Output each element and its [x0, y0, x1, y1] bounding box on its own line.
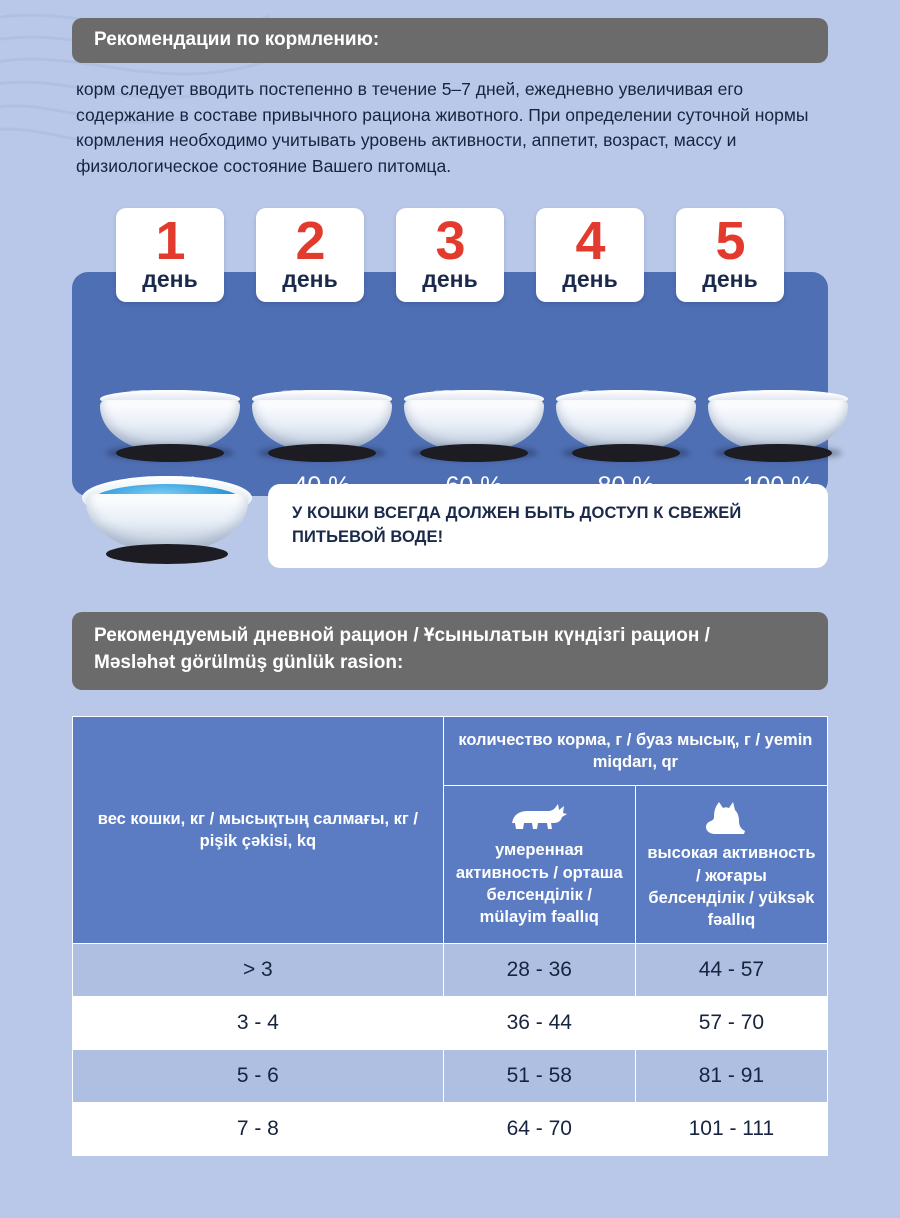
- food-bowl-icon: [550, 376, 702, 462]
- day-label: день: [142, 265, 198, 292]
- day-card: [676, 208, 784, 302]
- water-bowl-icon: [72, 472, 262, 568]
- table-head: [73, 716, 828, 944]
- cell-weight: 3 - 4: [73, 997, 444, 1050]
- feeding-recommendations-heading: Рекомендации по кормлению:: [72, 18, 828, 63]
- water-access-section: [72, 472, 828, 568]
- cell-moderate: 36 - 44: [443, 997, 635, 1050]
- day-card: [116, 208, 224, 302]
- cell-moderate: 51 - 58: [443, 1050, 635, 1103]
- cell-high: 81 - 91: [635, 1050, 827, 1103]
- cat-sitting-icon: [705, 798, 757, 834]
- table-header-row-1: [73, 716, 828, 786]
- day-number: 4: [575, 210, 605, 271]
- table-body: [73, 944, 828, 1156]
- food-bowl-icon: [246, 376, 398, 462]
- day-label: день: [562, 265, 618, 292]
- weight-column-header: вес кошки, кг / мысықтың салмағы, кг / pişik çəkisi, kq: [73, 716, 444, 944]
- bowl-base: [116, 444, 224, 462]
- bowl-base: [268, 444, 376, 462]
- ration-heading-wrap: [72, 612, 840, 690]
- cell-high: 101 - 111: [635, 1103, 827, 1156]
- table-row: [73, 1103, 828, 1156]
- moderate-activity-header: [443, 786, 635, 944]
- bowl-base: [572, 444, 680, 462]
- bowl-base: [724, 444, 832, 462]
- food-bowl-icon: [398, 376, 550, 462]
- day-label: день: [702, 265, 758, 292]
- recommended-daily-ration-heading: [72, 612, 828, 690]
- day-cards-row: [72, 208, 828, 302]
- table-row: [73, 1050, 828, 1103]
- table-row: [73, 997, 828, 1050]
- day-label: день: [422, 265, 478, 292]
- page-root: [0, 18, 900, 1156]
- day-card: [256, 208, 364, 302]
- daily-ration-table: [72, 716, 828, 1157]
- ration-heading-line-1: Рекомендуемый дневной рацион / Ұсынылатын күндізгі рацион /: [94, 624, 710, 646]
- high-activity-header: [635, 786, 827, 944]
- cell-weight: 5 - 6: [73, 1050, 444, 1103]
- feeding-intro-text: корм следует вводить постепенно в течение 5–7 дней, ежедневно увеличивая его содержание в составе привычного рациона животного. При определении суточной нормы кормления необходимо учитывать уровень активности, аппетит, возраст, массу и физиологическое состояние Вашего питомца.: [76, 78, 809, 177]
- food-bowl-icon: [702, 376, 854, 462]
- day-card: [396, 208, 504, 302]
- day-number: 2: [295, 210, 325, 271]
- bowl-base: [420, 444, 528, 462]
- day-number: 3: [435, 210, 465, 271]
- cell-moderate: 64 - 70: [443, 1103, 635, 1156]
- day-number: 5: [715, 210, 745, 271]
- cell-weight: > 3: [73, 944, 444, 997]
- cell-high: 57 - 70: [635, 997, 827, 1050]
- cell-moderate: 28 - 36: [443, 944, 635, 997]
- day-card: [536, 208, 644, 302]
- cell-high: 44 - 57: [635, 944, 827, 997]
- table-row: [73, 944, 828, 997]
- moderate-activity-label: умеренная активность / орташа белсенділік / mülayim fəallıq: [455, 841, 623, 927]
- cat-walking-icon: [508, 801, 570, 831]
- amount-column-header: количество корма, г / буаз мысық, г / yemin miqdarı, qr: [443, 716, 827, 786]
- day-label: день: [282, 265, 338, 292]
- water-access-note: У КОШКИ ВСЕГДА ДОЛЖЕН БЫТЬ ДОСТУП К СВЕЖЕЙ ПИТЬЕВОЙ ВОДЕ!: [268, 484, 828, 568]
- day-number: 1: [155, 210, 185, 271]
- transition-schedule-section: [72, 208, 828, 432]
- high-activity-label: высокая активность / жоғары белсенділік / yüksək fəallıq: [647, 844, 816, 930]
- ration-heading-line-2: Məsləhət görülmüş günlük rasion:: [94, 651, 404, 673]
- food-bowl-icon: [94, 376, 246, 462]
- cell-weight: 7 - 8: [73, 1103, 444, 1156]
- water-bowl-base: [106, 544, 228, 564]
